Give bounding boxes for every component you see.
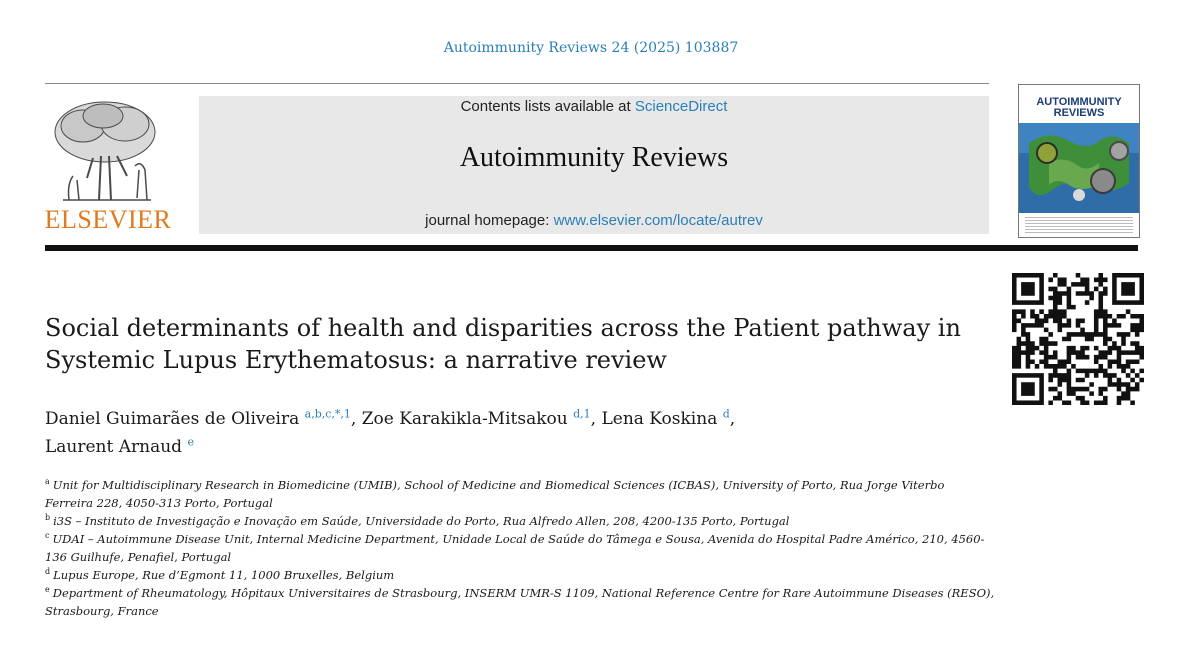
cover-title — [1023, 97, 1135, 119]
homepage-line — [199, 212, 989, 229]
author-separator: , — [590, 409, 602, 429]
top-divider — [45, 83, 989, 84]
affiliation-mark: c — [45, 531, 50, 541]
author[interactable] — [45, 409, 351, 429]
affiliations — [45, 476, 995, 620]
author[interactable] — [45, 437, 194, 457]
author-list — [45, 405, 945, 461]
qr-code-icon[interactable] — [1012, 273, 1144, 405]
affiliation-mark: a — [45, 477, 50, 487]
author-marks[interactable]: e — [187, 435, 194, 449]
journal-cover-icon — [1019, 123, 1139, 213]
qr-finder-pattern — [1012, 373, 1044, 405]
contents-line — [199, 98, 989, 115]
affiliation — [45, 530, 995, 566]
affiliation-text: i3S – Instituto de Investigação e Inovação em Saúde, Universidade do Porto, Rua Alfredo Allen, 208, 4200-135 Porto, Portugal — [53, 514, 790, 528]
journal-homepage-link[interactable]: www.elsevier.com/locate/autrev — [553, 212, 763, 229]
journal-cover[interactable] — [1018, 84, 1140, 238]
affiliation-mark: d — [45, 567, 51, 577]
article-title: Social determinants of health and disparities across the Patient pathway in Systemic Lupus Erythematosus: a narrative review — [45, 314, 961, 374]
homepage-prefix: journal homepage: — [425, 212, 554, 229]
author-marks[interactable]: d — [722, 407, 730, 421]
author-name: Daniel Guimarães de Oliveira — [45, 409, 300, 429]
affiliation — [45, 476, 995, 512]
affiliation-mark: b — [45, 513, 51, 523]
qr-finder-pattern — [1112, 273, 1144, 305]
affiliation — [45, 584, 995, 620]
elsevier-wordmark[interactable]: ELSEVIER — [44, 205, 172, 234]
affiliation-text: UDAI – Autoimmune Disease Unit, Internal Medicine Department, Unidade Local de Saúde do Tâmega e Sousa, Avenida do Hospital Padre Américo, 210, 4560-136 Guilhufe, Penafiel, Portugal — [45, 532, 985, 564]
contents-prefix: Contents lists available at — [460, 98, 635, 115]
author-separator: , — [350, 409, 362, 429]
author[interactable] — [601, 409, 729, 429]
qr-finder-pattern — [1012, 273, 1044, 305]
affiliation — [45, 512, 995, 530]
author-name: Zoe Karakikla-Mitsakou — [361, 409, 568, 429]
affiliation — [45, 566, 995, 584]
cover-title-line2: REVIEWS — [1053, 107, 1105, 119]
journal-masthead — [199, 96, 989, 234]
sciencedirect-link[interactable]: ScienceDirect — [634, 98, 728, 115]
author-marks[interactable]: a,b,c,*,1 — [304, 407, 351, 421]
author-separator: , — [729, 409, 736, 429]
affiliation-text: Department of Rheumatology, Hôpitaux Universitaires de Strasbourg, INSERM UMR-S 1109, National Reference Centre for Rare Autoimmune Diseases (RESO), Strasbourg, France — [45, 586, 995, 618]
cover-fine-print — [1025, 217, 1133, 233]
header-rule — [45, 245, 1138, 251]
affiliation-text: Unit for Multidisciplinary Research in Biomedicine (UMIB), School of Medicine and Biomedical Sciences (ICBAS), University of Porto, Rua Jorge Viterbo Ferreira 228, 4050-313 Porto, Portugal — [45, 478, 945, 510]
affiliation-mark: e — [45, 585, 50, 595]
author-marks[interactable]: d,1 — [573, 407, 591, 421]
journal-name: Autoimmunity Reviews — [459, 142, 729, 173]
author-name: Laurent Arnaud — [45, 437, 183, 457]
author-name: Lena Koskina — [601, 409, 718, 429]
author[interactable] — [362, 409, 591, 429]
affiliation-text: Lupus Europe, Rue d’Egmont 11, 1000 Bruxelles, Belgium — [53, 568, 395, 582]
journal-citation[interactable]: Autoimmunity Reviews 24 (2025) 103887 — [443, 40, 739, 56]
cover-title-line1: AUTOIMMUNITY — [1036, 96, 1122, 108]
